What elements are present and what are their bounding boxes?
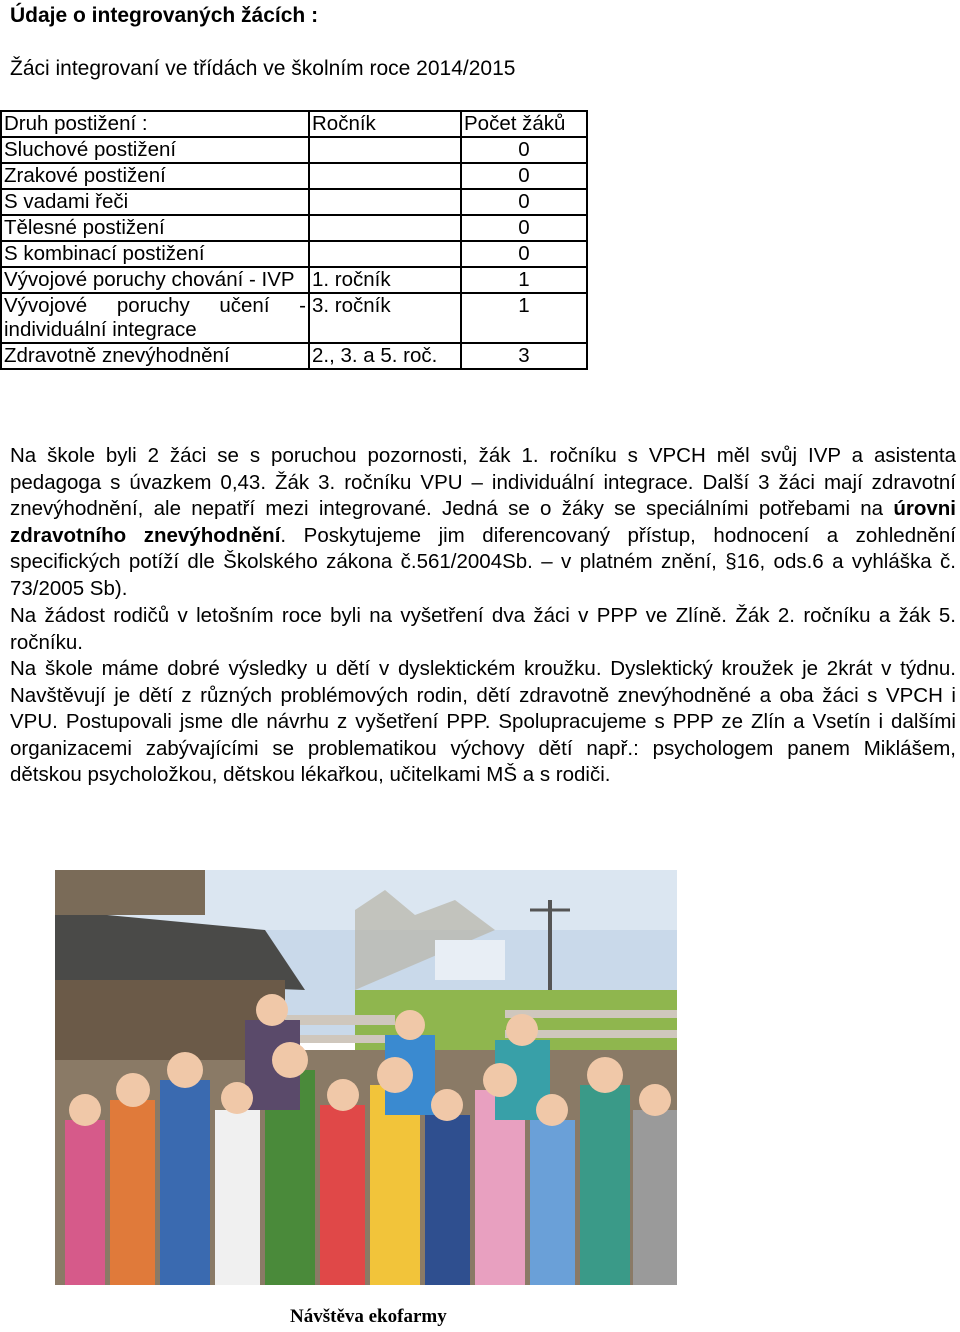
row-grade	[309, 137, 461, 163]
row-type: S vadami řeči	[1, 189, 309, 215]
row-type: Vývojové poruchy chování - IVP	[1, 267, 309, 293]
paragraph-dyslexia-club: Na škole máme dobré výsledky u dětí v dyslektickém kroužku. Dyslektický kroužek je 2krát v týdnu. Navštěvují je dětí z různých problémových rodin, dětí zdravotně znevýhodněné a oba žáci s VPCH i VPU. Postupovali jsme dle návrhu z vyšetření PPP. Spolupracujeme s PPP ze Zlín a Vsetín i dalšími organizacemi zabývajícími se problematikou výchovy dětí např.: psychologem panem Miklášem, dětskou psycholožkou, dětskou lékařkou, učitelkami MŠ a s rodiči.	[10, 657, 956, 787]
row-grade: 2., 3. a 5. roč.	[309, 343, 461, 369]
header-type: Druh postižení :	[1, 111, 309, 137]
table-row	[1, 293, 587, 343]
header-grade: Ročník	[309, 111, 461, 137]
photo-caption: Návštěva ekofarmy	[290, 1306, 447, 1327]
row-grade	[309, 241, 461, 267]
table-row	[1, 215, 587, 241]
row-count: 0	[461, 137, 587, 163]
paragraph-integration	[10, 443, 956, 603]
row-grade: 1. ročník	[309, 267, 461, 293]
ecofarm-photo-image	[55, 870, 677, 1285]
table-header-row	[1, 111, 587, 137]
paragraph-ppp-examination: Na žádost rodičů v letošním roce byli na vyšetření dva žáci v PPP ve Zlíně. Žák 2. ročníku a žák 5. ročníku.	[10, 604, 956, 654]
row-grade	[309, 215, 461, 241]
row-count: 3	[461, 343, 587, 369]
row-count: 1	[461, 267, 587, 293]
row-grade	[309, 163, 461, 189]
row-type: S kombinací postižení	[1, 241, 309, 267]
ecofarm-photo	[55, 870, 677, 1285]
row-type: Vývojové poruchy učení - individuální integrace	[1, 293, 309, 343]
table-row	[1, 163, 587, 189]
table-row	[1, 137, 587, 163]
row-type: Tělesné postižení	[1, 215, 309, 241]
header-count: Počet žáků	[461, 111, 587, 137]
row-type: Zdravotně znevýhodnění	[1, 343, 309, 369]
table-row	[1, 189, 587, 215]
row-count: 0	[461, 241, 587, 267]
row-type: Zrakové postižení	[1, 163, 309, 189]
table-row	[1, 241, 587, 267]
integrated-pupils-table	[0, 110, 588, 370]
row-grade	[309, 189, 461, 215]
row-count: 0	[461, 163, 587, 189]
paragraph-text: . Poskytujeme jim diferencovaný přístup, hodnocení a zohlednění specifických potíží dle Školského zákona č.561/2004Sb. – v platném znění, §16, ods.6 a vyhláška č. 73/2005 Sb).	[10, 523, 956, 600]
row-type: Sluchové postižení	[1, 137, 309, 163]
paragraph-bold-text: úrovni zdravotního znevýhodnění	[10, 497, 956, 547]
row-grade: 3. ročník	[309, 293, 461, 343]
section-subheading: Žáci integrovaní ve třídách ve školním roce 2014/2015	[10, 57, 516, 80]
table-row	[1, 267, 587, 293]
row-count: 1	[461, 293, 587, 343]
table-row	[1, 343, 587, 369]
page-heading: Údaje o integrovaných žácích :	[10, 4, 319, 27]
paragraph-text: Na škole byli 2 žáci se s poruchou pozornosti, žák 1. ročníku s VPCH měl svůj IVP a asistenta pedagoga s úvazkem 0,43. Žák 3. ročníku VPU – individuální integrace. Další 3 žáci mají zdravotní znevýhodnění, ale nepatří mezi integrované. Jedná se o žáky se speciálními potřebami na	[10, 444, 956, 521]
row-count: 0	[461, 189, 587, 215]
row-count: 0	[461, 215, 587, 241]
